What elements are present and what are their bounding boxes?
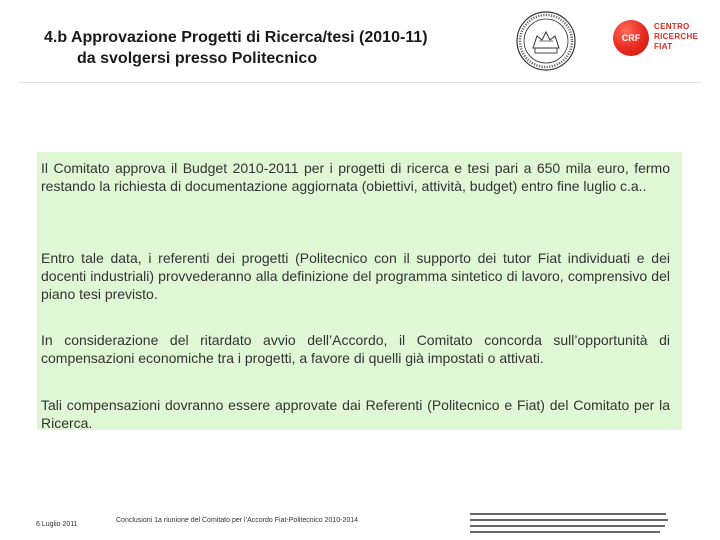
crf-name: [654, 22, 698, 52]
page-title: [44, 27, 428, 69]
paragraph-referenti: Entro tale data, i referenti dei progetti (Politecnico con il supporto dei tutor Fiat individuati e dei docenti industriali) provvederanno alla definizione del programma sintetico di lavoro, comprensivo del piano tesi previsto.: [41, 250, 670, 302]
crf-name-line-1: CENTRO: [654, 22, 690, 31]
university-seal-icon: [515, 10, 577, 72]
crf-name-line-2: RICERCHE: [654, 32, 699, 41]
title-line-1: 4.b Approvazione Progetti di Ricerca/tesi (2010-11): [44, 29, 428, 46]
title-line-2: da svolgersi presso Politecnico: [77, 50, 318, 67]
header-divider: [18, 82, 702, 83]
crf-circle-icon: CRF: [613, 20, 649, 56]
footer-caption: Conclusioni 1a riunione del Comitato per l’Accordo Fiat-Politecnico 2010-2014: [116, 517, 359, 524]
paragraph-budget: Il Comitato approva il Budget 2010-2011 per i progetti di ricerca e tesi pari a 650 mila euro, fermo restando la richiesta di documentazione aggiornata (obiettivi, attività, budget) entro fine luglio c.a..: [41, 160, 670, 194]
paragraph-compensazioni: In considerazione del ritardato avvio dell’Accordo, il Comitato concorda sull’opportunità di compensazioni economiche tra i progetti, a favore di quelli già impostati o attivati.: [41, 332, 670, 366]
crf-logo: [613, 20, 708, 60]
footer-date: 6 Luglio 2011: [36, 521, 78, 528]
footer-legal-notice: [470, 512, 670, 536]
crf-name-line-3: FIAT: [654, 42, 673, 51]
paragraph-approvazione: Tali compensazioni dovranno essere approvate dai Referenti (Politecnico e Fiat) del Comitato per la Ricerca.: [41, 397, 670, 431]
